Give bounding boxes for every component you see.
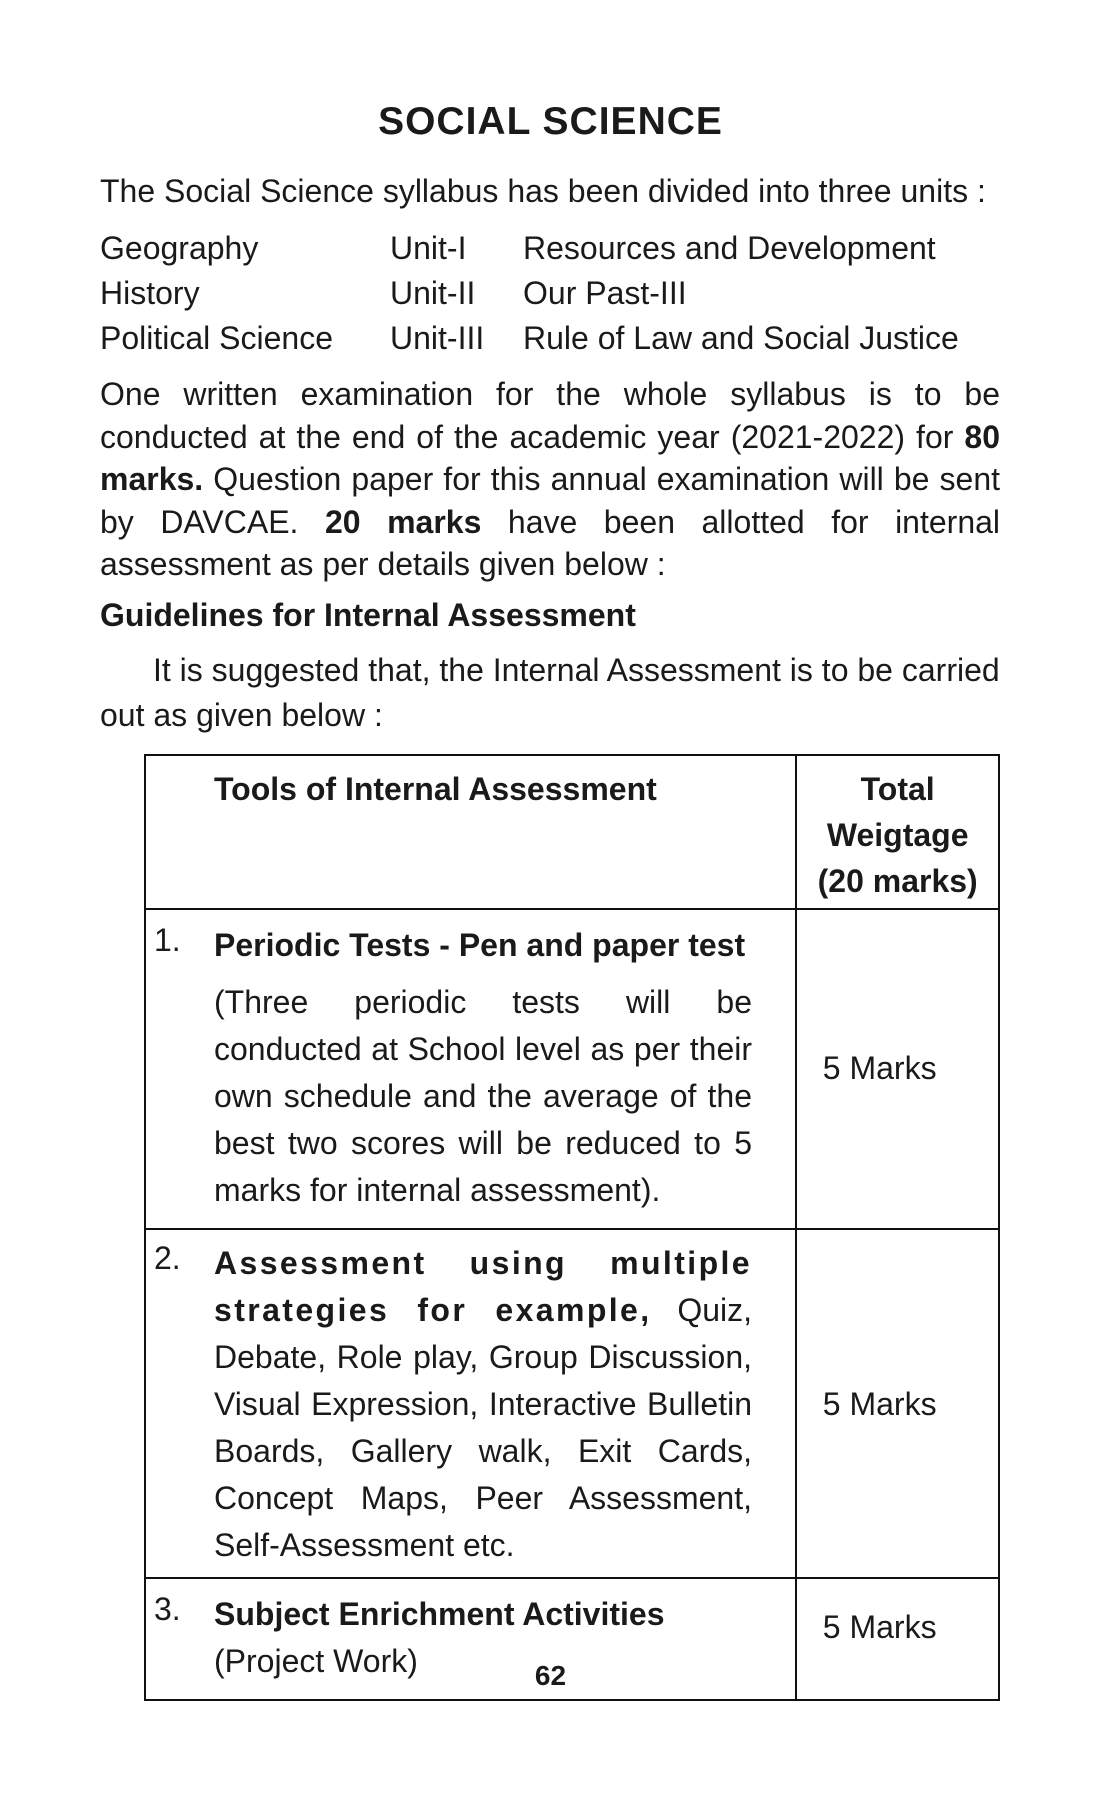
row-title: Periodic Tests - Pen and paper test xyxy=(214,927,746,963)
table-row xyxy=(145,1229,999,1578)
row-weight: 5 Marks xyxy=(822,1049,937,1086)
exam-text: One written examination for the whole syllabus is to be conducted at the end of the academic year (2021-2022) for xyxy=(100,376,1000,455)
unit-number: Unit-I xyxy=(390,230,467,266)
tool-cell xyxy=(145,909,796,1229)
guidelines-heading: Guidelines for Internal Assessment xyxy=(100,597,636,633)
unit-name: Our Past-III xyxy=(523,275,687,311)
weight-cell xyxy=(796,909,999,1229)
units-list xyxy=(100,226,959,361)
unit-row xyxy=(100,271,959,316)
unit-name: Resources and Development xyxy=(523,230,936,266)
unit-row xyxy=(100,316,959,361)
row-number: 3. xyxy=(154,1591,181,1627)
row-title: Subject Enrichment Activities xyxy=(214,1596,665,1632)
unit-subject: History xyxy=(100,275,200,311)
row-number: 1. xyxy=(154,922,181,958)
page-number: 62 xyxy=(534,1660,567,1691)
header-weightage xyxy=(796,755,999,909)
assessment-table xyxy=(144,754,1000,1701)
exam-marks-bold: 80 marks. xyxy=(100,418,1000,497)
weight-cell xyxy=(796,1229,999,1578)
row-description: (Project Work) xyxy=(214,1643,418,1679)
tool-cell xyxy=(145,1229,796,1578)
exam-paragraph xyxy=(100,373,1000,586)
table-header-row xyxy=(145,755,999,909)
internal-marks-bold: 20 marks xyxy=(324,503,482,540)
header-weightage-line1: Total Weigtage xyxy=(826,771,969,853)
unit-number: Unit-III xyxy=(390,320,485,356)
unit-subject: Geography xyxy=(100,230,259,266)
header-weightage-line2: (20 marks) xyxy=(817,863,978,899)
unit-name: Rule of Law and Social Justice xyxy=(523,320,959,356)
table-row xyxy=(145,909,999,1229)
row-number: 2. xyxy=(154,1240,181,1276)
row-title: Assessment using multiple strategies for example, xyxy=(214,1245,752,1328)
intro-text: The Social Science syllabus has been divided into three units : xyxy=(100,173,986,209)
suggestion-text: It is suggested that, the Internal Assessment is to be carried out as given below : xyxy=(100,652,1000,733)
row-weight: 5 Marks xyxy=(822,1386,937,1422)
unit-number: Unit-II xyxy=(390,275,476,311)
unit-subject: Political Science xyxy=(100,320,333,356)
header-tools: Tools of Internal Assessment xyxy=(145,755,796,909)
row-description: Quiz, Debate, Role play, Group Discussion, Visual Expression, Interactive Bulletin Boards, Gallery walk, Exit Cards, Concept Maps, Peer Assessment, Self-Assessment etc. xyxy=(214,1292,752,1563)
row-description: (Three periodic tests will be conducted at School level as per their own schedule and the average of the best two scores will be reduced to 5 marks for internal assessment). xyxy=(214,984,752,1208)
unit-row xyxy=(100,226,959,271)
exam-text: have been allotted for internal assessment as per details given below : xyxy=(100,503,1001,582)
exam-text: Question paper for this annual examination will be sent by DAVCAE. xyxy=(100,461,1000,540)
row-weight: 5 Marks xyxy=(822,1609,937,1645)
page-title: SOCIAL SCIENCE xyxy=(378,100,723,143)
